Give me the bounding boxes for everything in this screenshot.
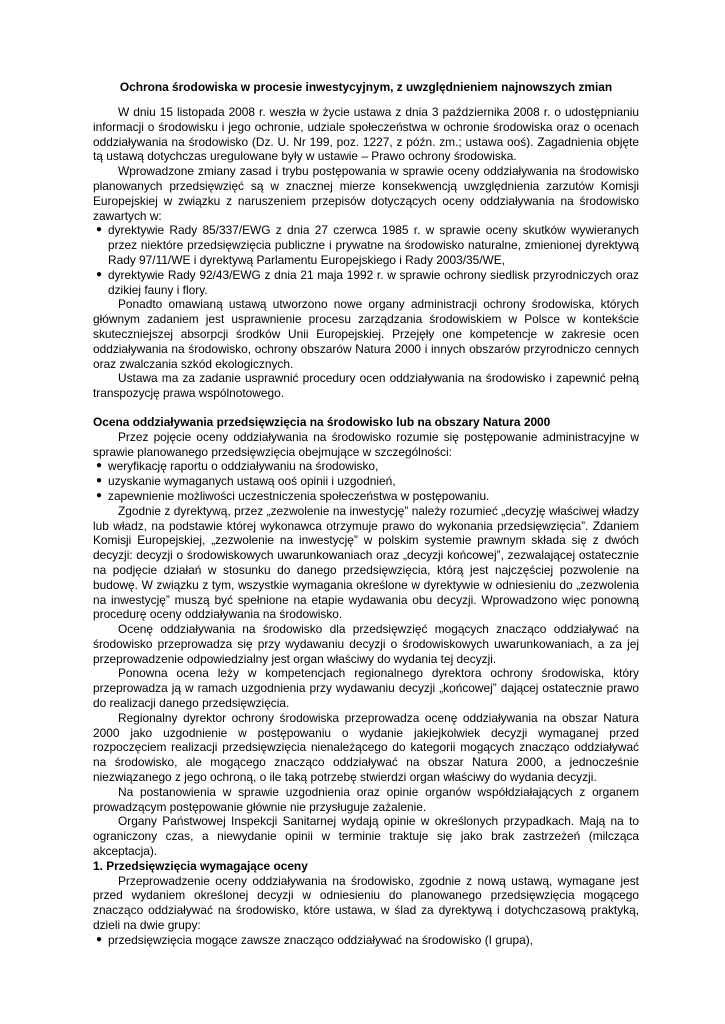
list-item: ● dyrektywie Rady 92/43/EWG z dnia 21 maja 1992 r. w sprawie ochrony siedlisk przyrodniczych oraz dzikiej fauny i flory. (96, 267, 639, 297)
bullet-icon: ● (96, 475, 103, 487)
list-item: ● zapewnienie możliwości uczestniczenia społeczeństwa w postępowaniu. (96, 488, 490, 503)
intro-paragraph: Wprowadzone zmiany zasad i trybu postępowania w sprawie oceny oddziaływania na środowisko planowanych przedsięwzięć są w znacznej mierze konsekwencją uwzględnienia zarzutów Komisji Europejskiej w związku z naruszeniem przepisów dotyczących oceny oddziaływania na środowisko zawartych w: (93, 164, 639, 223)
section-intro: Przez pojęcie oceny oddziaływania na środowisko rozumie się postępowanie administracyjne w sprawie planowanego przedsięwzięcia obejmujące w szczególności: (93, 429, 639, 459)
body-paragraph: Regionalny dyrektor ochrony środowiska przeprowadza ocenę oddziaływania na obszar Natura 2000 jako uzgodnienie w postępowaniu o wydanie jakiejkolwiek decyzji wymaganej przed rozpoczęciem realizacji przedsięwzięcia nienależącego do kategorii mogących znacząco oddziaływać na środowisko, ale mogącego znacząco oddziaływać na obszar Natura 2000, a jednocześnie niezwiązanego z jego ochroną, o ile taką potrzebę stwierdzi organ właściwy do wydania decyzji. (93, 710, 639, 785)
body-paragraph: Ocenę oddziaływania na środowisko dla przedsięwzięć mogących znacząco oddziaływać na środowisko przeprowadza się przy wydawaniu decyzji o środowiskowych uwarunkowaniach, a za jej przeprowadzenie odpowiedzialny jest organ właściwy do wydania tej decyzji. (93, 622, 639, 666)
intro-paragraph: W dniu 15 listopada 2008 r. weszła w życie ustawa z dnia 3 października 2008 r. o udostępnianiu informacji o środowisku i jego ochronie, udziale społeczeństwa w ochronie środowiska oraz o ocenach oddziaływania na środowisko (Dz. U. Nr 199, poz. 1227, z późn. zm.; ustawa ooś). Zagadnienia objęte tą ustawą dotychczas uregulowane były w ustawie – Prawo ochrony środowiska. (93, 105, 639, 164)
body-paragraph: Organy Państwowej Inspekcji Sanitarnej wydają opinie w określonych przypadkach. Mają na to ograniczony czas, a niewydanie opinii w terminie traktuje się jako brak zastrzeżeń (milcząca akceptacja). (93, 814, 639, 859)
directive-list (93, 223, 639, 297)
list-item: ● uzyskanie wymaganych ustawą ooś opinii i uzgodnień, (96, 474, 396, 489)
bullet-icon: ● (96, 460, 103, 472)
section-heading: Ocena oddziaływania przedsięwzięcia na środowisko lub na obszary Natura 2000 (93, 414, 551, 429)
list-item: ● weryfikację raportu o oddziaływaniu na środowisko, (96, 459, 379, 474)
body-paragraph: Ustawa ma za zadanie usprawnić procedury ocen oddziaływania na środowisko i zapewnić pełną transpozycję prawa wspólnotowego. (93, 371, 639, 401)
body-paragraph: Ponowna ocena leży w kompetencjach regionalnego dyrektora ochrony środowiska, który przeprowadza ją w ramach uzgodnienia przy wydawaniu decyzji „końcowej” dającej ostatecznie prawo do realizacji danego przedsięwzięcia. (93, 666, 639, 711)
assessment-list (93, 459, 639, 503)
document-title: Ochrona środowiska w procesie inwestycyjnym, z uwzględnieniem najnowszych zmian (119, 80, 613, 94)
body-paragraph: Zgodnie z dyrektywą, przez „zezwolenie na inwestycję” należy rozumieć „decyzję właściwej władzy lub władz, na podstawie której wykonawca otrzymuje prawo do wykonania przedsięwzięcia”. Zdaniem Komisji Europejskiej, „zezwolenie na inwestycję” w polskim systemie prawnym składa się z dwóch decyzji: decyzji o środowiskowych uwarunkowaniach oraz „decyzji końcowej”, zezwalającej ostatecznie na podjęcie działań w stosunku do danego przedsięwzięcia, którą jest najczęściej pozwolenie na budowę. W związku z tym, wszystkie wymagania określone w dyrektywie w odniesieniu do „zezwolenia na inwestycję” muszą być spełnione na etapie wydawania obu decyzji. Wprowadzono więc ponowną procedurę oceny oddziaływania na środowisko. (93, 503, 639, 622)
body-paragraph: Na postanowienia w sprawie uzgodnienia oraz opinie organów współdziałających z organem prowadzącym postępowanie głównie nie przysługuje zażalenie. (93, 784, 639, 814)
body-paragraph: Ponadto omawianą ustawą utworzono nowe organy administracji ochrony środowiska, których głównym zadaniem jest usprawnienie procesu zarządzania środowiskiem w Polsce w kontekście skuteczniejszej absorpcji środków Unii Europejskiej. Przejęły one kompetencje w zakresie ocen oddziaływania na środowisko, ochrony obszarów Natura 2000 i innych obszarów przyrodniczo cennych oraz zwalczania szkód ekologicznych. (93, 297, 639, 371)
list-item: ● przedsięwzięcia mogące zawsze znacząco oddziaływać na środowisko (I grupa), (96, 932, 533, 947)
bullet-icon: ● (96, 489, 103, 501)
bullet-icon: ● (96, 933, 103, 945)
list-item: ● dyrektywie Rady 85/337/EWG z dnia 27 czerwca 1985 r. w sprawie oceny skutków wywieranych przez niektóre przedsięwzięcia publiczne i prywatne na środowisko naturalne, zmienionej dyrektywą Rady 97/11/WE i dyrektywą Parlamentu Europejskiego i Rady 2003/35/WE, (96, 223, 639, 267)
bullet-icon: ● (96, 268, 103, 280)
body-paragraph: Przeprowadzenie oceny oddziaływania na środowisko, zgodnie z nową ustawą, wymagane jest przed wydaniem określonej decyzji w odniesieniu do planowanego przedsięwzięcia mogącego znacząco oddziaływać na środowisko, które ustawa, w ślad za dyrektywą i dotychczasową praktyką, dzieli na dwie grupy: (93, 873, 639, 933)
bullet-icon: ● (96, 224, 103, 236)
group-list (93, 933, 639, 948)
subsection-heading: 1. Przedsięwzięcia wymagające oceny (93, 858, 308, 873)
